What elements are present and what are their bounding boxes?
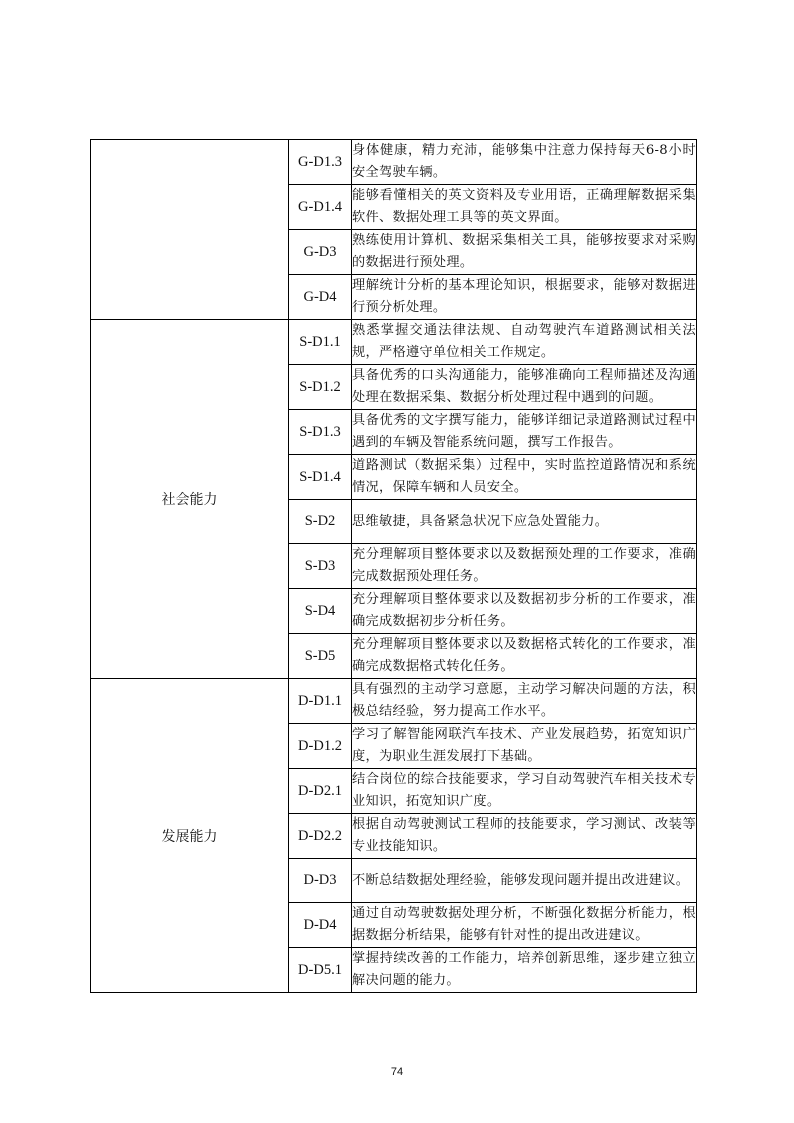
- competency-description: 掌握持续改善的工作能力，培养创新思维，逐步建立独立解决问题的能力。: [352, 948, 697, 993]
- competency-code: S-D5: [289, 634, 352, 679]
- competency-code: S-D3: [289, 544, 352, 589]
- table-row: [91, 140, 697, 185]
- competency-code: S-D1.4: [289, 455, 352, 500]
- category-cell: 发展能力: [91, 679, 289, 993]
- competency-description: 通过自动驾驶数据处理分析，不断强化数据分析能力，根据数据分析结果，能够有针对性的提出改进建议。: [352, 903, 697, 948]
- competency-description: 学习了解智能网联汽车技术、产业发展趋势，拓宽知识广度，为职业生涯发展打下基础。: [352, 724, 697, 769]
- competency-code: D-D3: [289, 859, 352, 903]
- competency-code: G-D1.4: [289, 185, 352, 230]
- competency-description: 根据自动驾驶测试工程师的技能要求，学习测试、改装等专业技能知识。: [352, 814, 697, 859]
- competency-description: 充分理解项目整体要求以及数据格式转化的工作要求，准确完成数据格式转化任务。: [352, 634, 697, 679]
- competency-code: D-D4: [289, 903, 352, 948]
- page-number: 74: [390, 1066, 404, 1078]
- table-row: [91, 679, 697, 724]
- competency-description: 结合岗位的综合技能要求，学习自动驾驶汽车相关技术专业知识，拓宽知识广度。: [352, 769, 697, 814]
- table-row: [91, 320, 697, 365]
- competency-code: D-D2.1: [289, 769, 352, 814]
- competency-description: 熟悉掌握交通法律法规、自动驾驶汽车道路测试相关法规，严格遵守单位相关工作规定。: [352, 320, 697, 365]
- competency-table: [90, 139, 697, 993]
- competency-description: 思维敏捷，具备紧急状况下应急处置能力。: [352, 500, 697, 544]
- competency-description: 充分理解项目整体要求以及数据预处理的工作要求，准确完成数据预处理任务。: [352, 544, 697, 589]
- competency-description: 具备优秀的口头沟通能力，能够准确向工程师描述及沟通处理在数据采集、数据分析处理过程中遇到的问题。: [352, 365, 697, 410]
- competency-code: G-D4: [289, 275, 352, 320]
- competency-code: D-D5.1: [289, 948, 352, 993]
- competency-description: 道路测试（数据采集）过程中，实时监控道路情况和系统情况，保障车辆和人员安全。: [352, 455, 697, 500]
- competency-code: S-D4: [289, 589, 352, 634]
- competency-code: D-D1.2: [289, 724, 352, 769]
- competency-description: 充分理解项目整体要求以及数据初步分析的工作要求，准确完成数据初步分析任务。: [352, 589, 697, 634]
- competency-description: 具有强烈的主动学习意愿，主动学习解决问题的方法，积极总结经验，努力提高工作水平。: [352, 679, 697, 724]
- competency-description: 具备优秀的文字撰写能力，能够详细记录道路测试过程中遇到的车辆及智能系统问题，撰写工作报告。: [352, 410, 697, 455]
- competency-description: 熟练使用计算机、数据采集相关工具，能够按要求对采购的数据进行预处理。: [352, 230, 697, 275]
- competency-description: 能够看懂相关的英文资料及专业用语，正确理解数据采集软件、数据处理工具等的英文界面。: [352, 185, 697, 230]
- competency-code: S-D2: [289, 500, 352, 544]
- competency-description: 不断总结数据处理经验，能够发现问题并提出改进建议。: [352, 859, 697, 903]
- category-cell: 社会能力: [91, 320, 289, 679]
- competency-code: G-D3: [289, 230, 352, 275]
- competency-description: 理解统计分析的基本理论知识，根据要求，能够对数据进行预分析处理。: [352, 275, 697, 320]
- competency-table-body: [91, 140, 697, 993]
- competency-code: S-D1.2: [289, 365, 352, 410]
- competency-code: D-D1.1: [289, 679, 352, 724]
- competency-description: 身体健康，精力充沛，能够集中注意力保持每天6-8小时安全驾驶车辆。: [352, 140, 697, 185]
- competency-code: S-D1.3: [289, 410, 352, 455]
- category-cell: [91, 140, 289, 320]
- competency-code: G-D1.3: [289, 140, 352, 185]
- competency-code: S-D1.1: [289, 320, 352, 365]
- competency-code: D-D2.2: [289, 814, 352, 859]
